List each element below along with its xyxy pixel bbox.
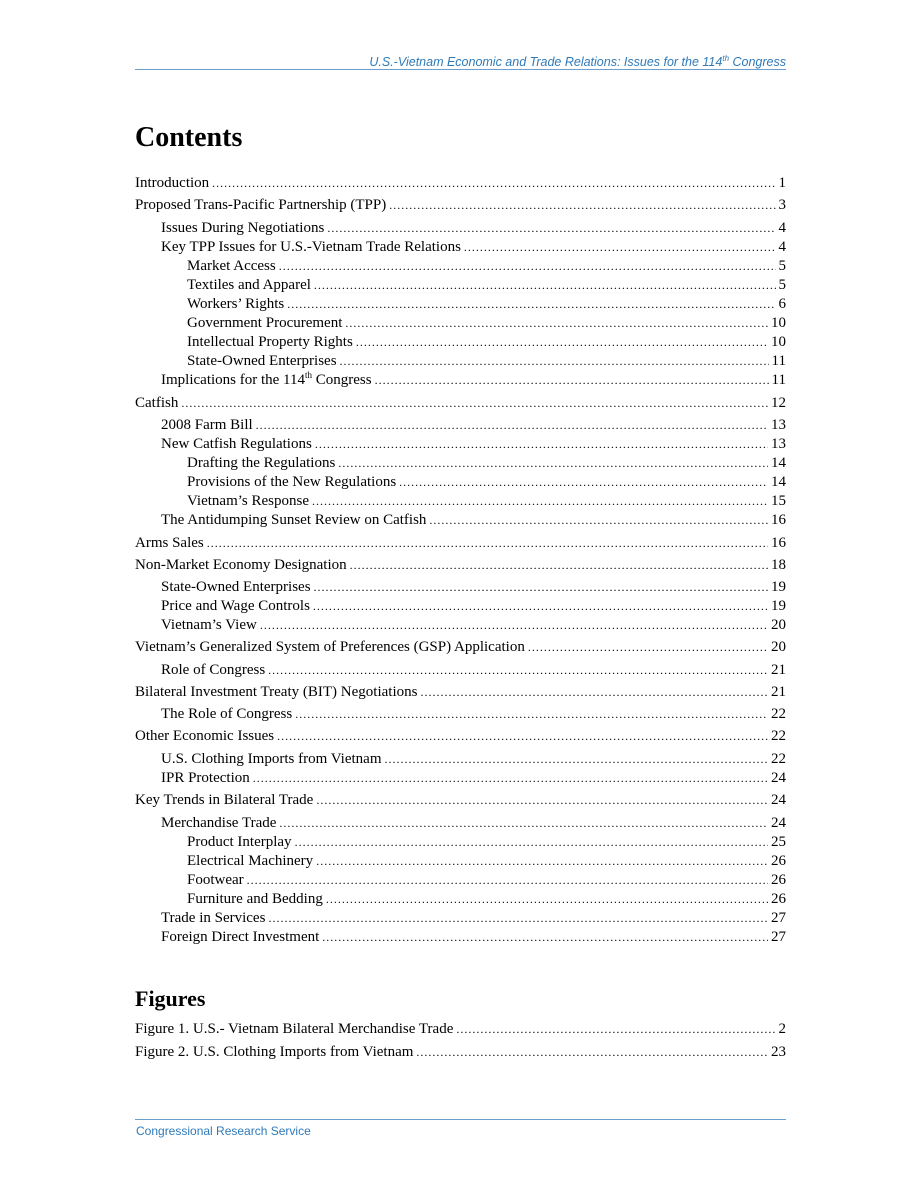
dot-leader <box>327 219 775 238</box>
dot-leader <box>313 597 768 616</box>
toc-entry[interactable] <box>161 750 786 769</box>
toc-entry-title <box>161 597 310 616</box>
toc-entry[interactable] <box>187 295 786 314</box>
toc-entry-page-number: 21 <box>771 662 786 678</box>
toc-entry[interactable] <box>161 909 786 928</box>
toc-entry-title-text: State-Owned Enterprises <box>161 579 311 595</box>
dot-leader <box>315 435 768 454</box>
toc-entry-title <box>135 196 386 215</box>
toc-entry-title <box>161 705 292 724</box>
toc-entry-title <box>135 174 209 193</box>
toc-entry-title <box>187 473 396 492</box>
toc-entry-title <box>161 435 312 454</box>
dot-leader <box>384 750 768 769</box>
dot-leader <box>350 556 768 575</box>
dot-leader <box>456 1020 775 1039</box>
toc-entry[interactable] <box>187 257 786 276</box>
toc-entry-page-number: 3 <box>778 197 786 213</box>
toc-entry[interactable] <box>187 276 786 295</box>
dot-leader <box>429 511 768 530</box>
toc-entry-title-text: Product Interplay <box>187 834 292 850</box>
toc-entry-title-text: Merchandise Trade <box>161 815 277 831</box>
dot-leader <box>181 394 768 413</box>
dot-leader <box>316 852 768 871</box>
footer-rule <box>135 1119 786 1120</box>
toc-entry-page-number: 16 <box>771 535 786 551</box>
toc-entry-page-number: 26 <box>771 891 786 907</box>
toc-entry-title-text: Figure 2. U.S. Clothing Imports from Vietnam <box>135 1044 414 1060</box>
toc-entry-page-number: 6 <box>778 296 786 312</box>
toc-entry-page-number: 15 <box>771 493 786 509</box>
toc-entry-page-number: 19 <box>771 598 786 614</box>
toc-entry-page-number: 14 <box>771 455 786 471</box>
toc-entry-title-text: State-Owned Enterprises <box>187 353 337 369</box>
toc-entry-page-number: 12 <box>771 395 786 411</box>
toc-entry-page-number: 5 <box>778 277 786 293</box>
toc-entry[interactable] <box>161 219 786 238</box>
toc-entry[interactable] <box>135 556 786 575</box>
toc-entry-title-text: Proposed Trans-Pacific Partnership (TPP) <box>135 197 387 213</box>
dot-leader <box>256 416 768 435</box>
toc-entry-title <box>161 909 265 928</box>
dot-leader <box>212 174 775 193</box>
dot-leader <box>207 534 768 553</box>
dot-leader <box>312 492 768 511</box>
toc-entry-page-number: 27 <box>771 910 786 926</box>
toc-entry[interactable] <box>161 435 786 454</box>
dot-leader <box>268 909 768 928</box>
footer-text: Congressional Research Service <box>136 1124 311 1138</box>
toc-entry-title-text: The Antidumping Sunset Review on Catfish <box>161 512 427 528</box>
toc-entry-title-text: Introduction <box>135 175 210 191</box>
toc-entry-title-text: Price and Wage Controls <box>161 598 310 614</box>
toc-entry-title-text: New Catfish Regulations <box>161 436 312 452</box>
toc-entry-page-number: 13 <box>771 436 786 452</box>
dot-leader <box>247 871 768 890</box>
toc-entry-title <box>135 791 313 810</box>
dot-leader <box>326 890 768 909</box>
dot-leader <box>277 727 768 746</box>
dot-leader <box>295 705 768 724</box>
toc-entry-title <box>187 492 309 511</box>
toc-entry-title <box>161 238 461 257</box>
toc-entry[interactable] <box>161 238 786 257</box>
toc-entry-page-number: 4 <box>778 220 786 236</box>
toc-entry-title-text: Electrical Machinery <box>187 853 314 869</box>
dot-leader <box>260 616 768 635</box>
dot-leader <box>464 238 776 257</box>
dot-leader <box>314 276 776 295</box>
dot-leader <box>416 1043 768 1062</box>
toc-entry-title-text: Vietnam’s Generalized System of Preferences (GSP) Application <box>135 639 525 655</box>
toc-entry[interactable] <box>135 394 786 413</box>
toc-entry[interactable] <box>161 769 786 788</box>
running-header-title-end: Congress <box>729 55 786 70</box>
toc-entry-page-number: 20 <box>771 617 786 633</box>
toc-entry-page-number: 10 <box>771 334 786 350</box>
toc-entry-title <box>161 616 257 635</box>
dot-leader <box>356 333 768 352</box>
toc-entry-title-end: Congress <box>312 372 372 388</box>
toc-entry[interactable] <box>161 814 786 833</box>
toc-entry[interactable] <box>161 661 786 680</box>
toc-entry-title-text: Other Economic Issues <box>135 728 275 744</box>
toc-entry[interactable] <box>135 196 786 215</box>
toc-entry-title-text: Vietnam’s Response <box>187 493 309 509</box>
toc-entry[interactable] <box>135 791 786 810</box>
toc-entry-page-number: 22 <box>771 728 786 744</box>
toc-entry-page-number: 27 <box>771 929 786 945</box>
toc-entry[interactable] <box>135 727 786 746</box>
toc-entry-page-number: 16 <box>771 512 786 528</box>
toc-entry-title <box>187 257 276 276</box>
dot-leader <box>375 371 769 390</box>
toc-entry-title <box>161 750 381 769</box>
dot-leader <box>420 683 768 702</box>
toc-entry[interactable] <box>187 454 786 473</box>
dot-leader <box>253 769 768 788</box>
toc-entry-page-number: 22 <box>771 706 786 722</box>
toc-entry-title <box>187 352 337 371</box>
dot-leader <box>528 638 768 657</box>
toc-entry-title <box>135 638 525 657</box>
toc-entry-page-number: 14 <box>771 474 786 490</box>
toc-entry-title-text: Non-Market Economy Designation <box>135 557 347 573</box>
toc-entry-title-text: Footwear <box>187 872 244 888</box>
toc-entry[interactable] <box>187 352 786 371</box>
toc-entry-title <box>187 454 335 473</box>
toc-entry-title <box>161 219 324 238</box>
toc-entry-title <box>187 276 311 295</box>
toc-entry-page-number: 23 <box>771 1044 786 1060</box>
toc-entry-title <box>161 814 276 833</box>
toc-entry[interactable] <box>161 371 786 390</box>
toc-entry[interactable] <box>187 492 786 511</box>
toc-entry-title <box>161 416 253 435</box>
toc-entry-page-number: 11 <box>771 353 786 369</box>
toc-entry-title-text: Key TPP Issues for U.S.-Vietnam Trade Relations <box>161 239 461 255</box>
toc-entry-title <box>135 1020 453 1039</box>
toc-entry[interactable] <box>161 597 786 616</box>
toc-entry-title-text: Government Procurement <box>187 315 343 331</box>
dot-leader <box>268 661 768 680</box>
toc-entry-title-text: Arms Sales <box>135 535 204 551</box>
toc-entry[interactable] <box>161 511 786 530</box>
toc-entry-page-number: 22 <box>771 751 786 767</box>
running-header <box>135 54 786 69</box>
toc-entry-title-text: Vietnam’s View <box>161 617 257 633</box>
toc-entry-title <box>161 371 372 390</box>
toc-entry-title <box>161 511 426 530</box>
running-header-superscript: th <box>722 54 730 63</box>
toc-entry-page-number: 1 <box>778 175 786 191</box>
toc-entry-title <box>161 578 311 597</box>
toc-entry-title-text: Trade in Services <box>161 910 266 926</box>
toc-entry-title <box>161 928 319 947</box>
toc-entry-title-text: U.S. Clothing Imports from Vietnam <box>161 751 382 767</box>
toc-entry-title <box>135 556 347 575</box>
toc-entry-page-number: 4 <box>778 239 786 255</box>
toc-entry-title-text: Furniture and Bedding <box>187 891 323 907</box>
toc-entry-page-number: 19 <box>771 579 786 595</box>
toc-entry-title-text: Implications for the 114 <box>161 372 305 388</box>
toc-entry-title-text: Workers’ Rights <box>187 296 285 312</box>
toc-entry-title <box>161 769 250 788</box>
dot-leader <box>322 928 768 947</box>
toc-entry-title-text: The Role of Congress <box>161 706 293 722</box>
toc-entry-title-text: 2008 Farm Bill <box>161 417 253 433</box>
toc-entry-title <box>135 534 204 553</box>
toc-entry[interactable] <box>135 1043 786 1062</box>
toc-entry[interactable] <box>187 871 786 890</box>
toc-entry-title-text: Issues During Negotiations <box>161 220 325 236</box>
dot-leader <box>279 814 768 833</box>
toc-entry-title <box>187 295 284 314</box>
dot-leader <box>316 791 768 810</box>
toc-entry-title <box>187 890 323 909</box>
dot-leader <box>399 473 768 492</box>
toc-entry-title <box>187 333 353 352</box>
toc-entry-title-text: Textiles and Apparel <box>187 277 311 293</box>
toc-entry-page-number: 11 <box>771 372 786 388</box>
toc-entry[interactable] <box>187 890 786 909</box>
toc-entry[interactable] <box>135 1020 786 1039</box>
toc-entry[interactable] <box>161 705 786 724</box>
toc-entry-page-number: 25 <box>771 834 786 850</box>
dot-leader <box>287 295 775 314</box>
toc-entry-title-text: Key Trends in Bilateral Trade <box>135 792 314 808</box>
toc-entry[interactable] <box>161 616 786 635</box>
dot-leader <box>338 454 768 473</box>
toc-entry-title <box>187 833 292 852</box>
toc-entry[interactable] <box>135 534 786 553</box>
contents-heading: Contents <box>135 122 243 153</box>
toc-entry-title <box>135 727 274 746</box>
dot-leader <box>295 833 768 852</box>
header-rule <box>135 69 786 70</box>
toc-entry-page-number: 10 <box>771 315 786 331</box>
toc-entry-page-number: 20 <box>771 639 786 655</box>
toc-entry[interactable] <box>187 314 786 333</box>
toc-entry-title-text: Foreign Direct Investment <box>161 929 320 945</box>
toc-entry-page-number: 24 <box>771 815 786 831</box>
toc-entry-title <box>135 1043 413 1062</box>
toc-entry-page-number: 18 <box>771 557 786 573</box>
running-header-title: U.S.-Vietnam Economic and Trade Relations: Issues for the 114 <box>369 55 723 70</box>
toc-entry-page-number: 21 <box>771 684 786 700</box>
toc-entry-title <box>187 852 313 871</box>
toc-entry[interactable] <box>187 852 786 871</box>
toc-entry-title <box>135 394 178 413</box>
toc-entry-page-number: 24 <box>771 792 786 808</box>
toc-entry-page-number: 2 <box>778 1021 786 1037</box>
toc-entry-title-text: Role of Congress <box>161 662 266 678</box>
toc-entry-page-number: 5 <box>778 258 786 274</box>
toc-entry[interactable] <box>161 578 786 597</box>
toc-entry[interactable] <box>135 638 786 657</box>
toc-entry-page-number: 24 <box>771 770 786 786</box>
toc-entry-title-text: Catfish <box>135 395 179 411</box>
toc-entry-title-text: IPR Protection <box>161 770 250 786</box>
toc-entry[interactable] <box>161 416 786 435</box>
toc-entry-superscript: th <box>305 370 313 380</box>
toc-entry-title <box>135 683 417 702</box>
dot-leader <box>389 196 775 215</box>
toc-entry-title <box>187 871 244 890</box>
toc-entry-page-number: 26 <box>771 853 786 869</box>
toc-entry-title-text: Figure 1. U.S.- Vietnam Bilateral Merchandise Trade <box>135 1021 454 1037</box>
dot-leader <box>340 352 769 371</box>
figures-heading: Figures <box>135 986 206 1011</box>
toc-entry-title <box>161 661 265 680</box>
dot-leader <box>279 257 776 276</box>
toc-entry-title-text: Market Access <box>187 258 276 274</box>
toc-entry[interactable] <box>135 683 786 702</box>
dot-leader <box>314 578 768 597</box>
toc-entry[interactable] <box>187 333 786 352</box>
toc-entry[interactable] <box>161 928 786 947</box>
toc-entry-title-text: Provisions of the New Regulations <box>187 474 397 490</box>
toc-entry[interactable] <box>187 833 786 852</box>
toc-entry-title-text: Bilateral Investment Treaty (BIT) Negotiations <box>135 684 418 700</box>
toc-entry-page-number: 13 <box>771 417 786 433</box>
toc-entry-title <box>187 314 342 333</box>
toc-entry-title-text: Drafting the Regulations <box>187 455 336 471</box>
toc-entry[interactable] <box>187 473 786 492</box>
dot-leader <box>345 314 768 333</box>
toc-entry-page-number: 26 <box>771 872 786 888</box>
toc-entry-title-text: Intellectual Property Rights <box>187 334 353 350</box>
toc-entry[interactable] <box>135 174 786 193</box>
